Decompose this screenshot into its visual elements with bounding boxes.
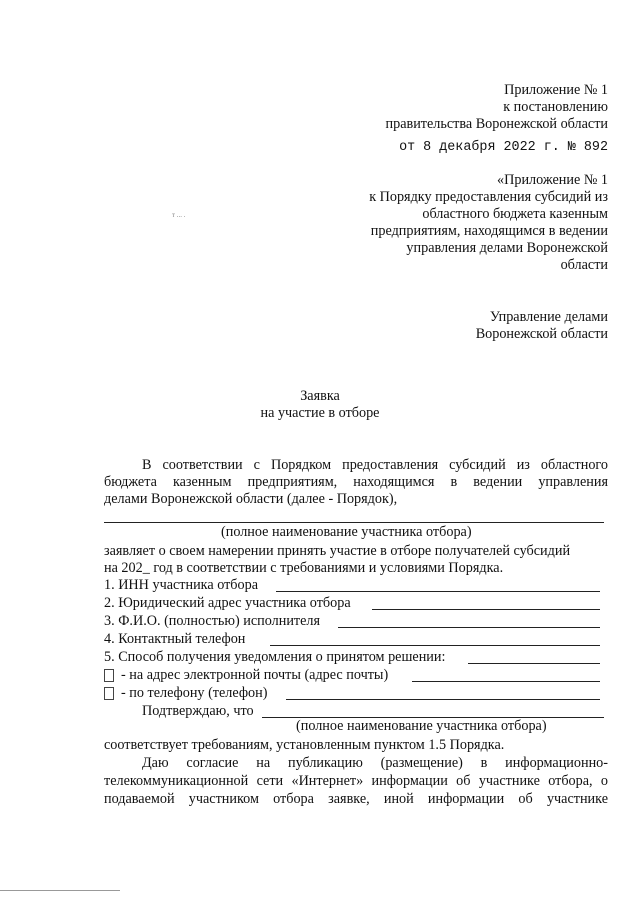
attachment-line-2: к Порядку предоставления субсидий из <box>369 189 608 205</box>
scan-smear: т ... . <box>172 211 186 219</box>
declare-line-2: на 202_ год в соответствии с требованиями и условиями Порядка. <box>104 560 504 576</box>
attachment-number: «Приложение № 1 <box>497 172 608 188</box>
document-subtitle: на участие в отборе <box>260 405 380 421</box>
consent-line-3: подаваемой участником отбора заявке, иной информации об участнике <box>104 791 608 807</box>
consent-line-2: телекоммуникационной сети «Интернет» информации об участнике отбора, о <box>104 773 608 789</box>
email-option-label: - на адрес электронной почты (адрес почты) <box>121 667 389 683</box>
document-title: Заявка <box>300 388 340 404</box>
participant-name-caption: (полное наименование участника отбора) <box>221 524 472 540</box>
attachment-line-3: областного бюджета казенным <box>422 206 608 222</box>
appendix-to-resolution: к постановлению <box>503 99 608 115</box>
executor-field[interactable] <box>338 627 600 628</box>
confirm-participant-caption: (полное наименование участника отбора) <box>296 718 547 734</box>
notification-method-field[interactable] <box>468 663 600 664</box>
inn-field[interactable] <box>276 591 600 592</box>
phone-number-field[interactable] <box>286 699 600 700</box>
appendix-government: правительства Воронежской области <box>385 116 608 132</box>
addressee-line-2: Воронежской области <box>475 326 608 342</box>
item-legal-address-label: 2. Юридический адрес участника отбора <box>104 595 351 611</box>
addressee-line-1: Управление делами <box>489 309 608 325</box>
item-executor-label: 3. Ф.И.О. (полностью) исполнителя <box>104 613 321 629</box>
intro-line-2: бюджета казенным предприятиям, находящимся в ведении управления <box>104 474 608 490</box>
intro-line-3: делами Воронежской области (далее - Порядок), <box>104 491 398 507</box>
complies-line: соответствует требованиям, установленным пунктом 1.5 Порядка. <box>104 737 505 753</box>
phone-option-label: - по телефону (телефон) <box>121 685 268 701</box>
item-inn-label: 1. ИНН участника отбора <box>104 577 259 593</box>
attachment-line-4: предприятиям, находящимся в ведении <box>370 223 608 239</box>
email-address-field[interactable] <box>412 681 600 682</box>
appendix-number: Приложение № 1 <box>504 82 608 98</box>
consent-line-1: Даю согласие на публикацию (размещение) в информационно- <box>142 755 608 771</box>
attachment-line-6: области <box>560 257 608 273</box>
contact-phone-field[interactable] <box>270 645 600 646</box>
confirm-label: Подтверждаю, что <box>142 703 254 719</box>
declare-line-1: заявляет о своем намерении принять участие в отборе получателей субсидий <box>104 543 571 559</box>
intro-line-1: В соответствии с Порядком предоставления субсидий из областного <box>142 457 608 473</box>
participant-name-field[interactable] <box>104 522 604 523</box>
resolution-date-number: от 8 декабря 2022 г. № 892 <box>399 140 608 155</box>
attachment-line-5: управления делами Воронежской <box>406 240 608 256</box>
page-edge-mark <box>0 890 120 891</box>
item-notification-label: 5. Способ получения уведомления о принятом решении: <box>104 649 446 665</box>
email-option-checkbox[interactable] <box>104 669 114 682</box>
phone-option-checkbox[interactable] <box>104 687 114 700</box>
item-phone-label: 4. Контактный телефон <box>104 631 246 647</box>
legal-address-field[interactable] <box>372 609 600 610</box>
